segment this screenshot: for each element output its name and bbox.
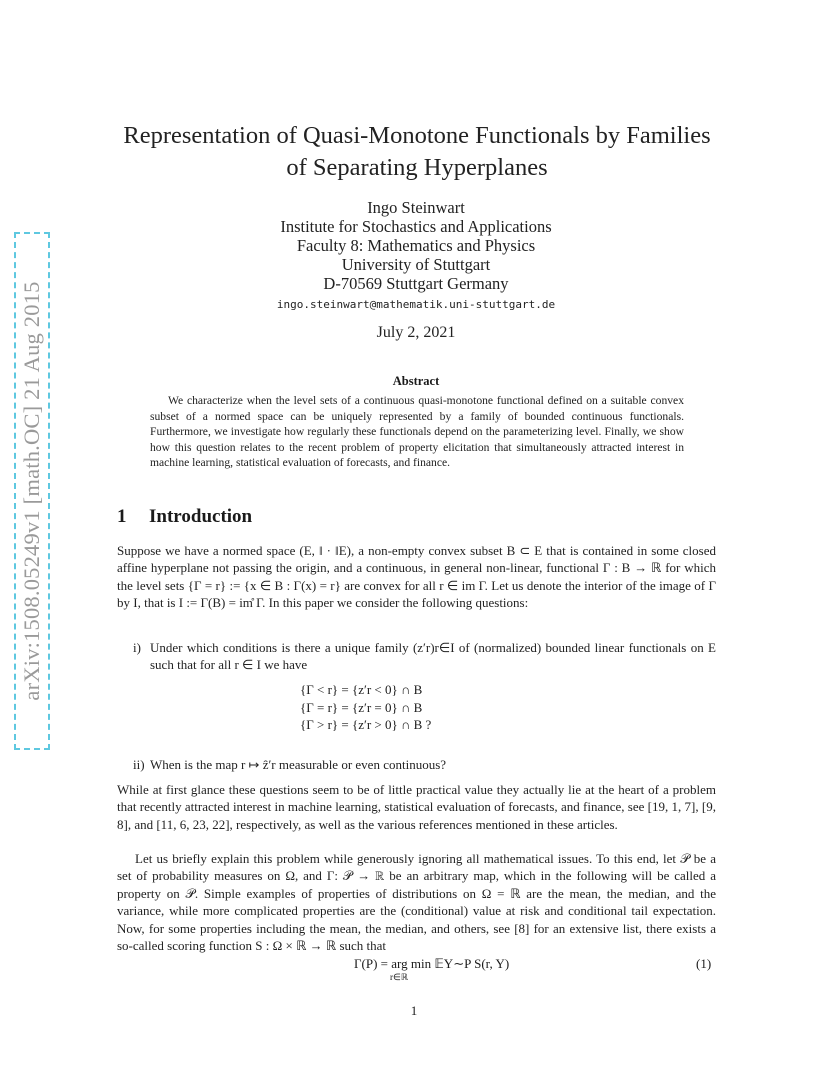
equation-group <box>300 681 540 734</box>
arxiv-sidebar-stamp <box>14 232 50 750</box>
author-name: Ingo Steinwart <box>367 198 465 217</box>
abstract-text: We characterize when the level sets of a continuous quasi-monotone functional defined on a suitable convex subset of a normed space can be uniquely represented by a family of bounded continuous functionals. Furthermore, we investigate how regularly these functionals depend on the parameterizing level. Finally, we show how this question relates to the recent problem of property elicitation that simultaneously attracted interest in machine learning, statistical evaluation of forecasts, and finance. <box>150 394 684 470</box>
item-label: i) <box>133 640 141 655</box>
section-number: 1 <box>117 506 127 527</box>
author-institute: Institute for Stochastics and Applications <box>280 217 552 236</box>
abstract-heading: Abstract <box>392 374 440 388</box>
author-block <box>200 198 632 317</box>
author-email: ingo.steinwart@mathematik.uni-stuttgart.de <box>276 298 556 311</box>
equation-main: Γ(P) = arg min 𝔼Y∼P S(r, Y) <box>354 956 510 971</box>
intro-paragraph-3: Let us briefly explain this problem while generously ignoring all mathematical issues. To this end, let 𝒫 be a set of probability measures on Ω, and Γ: 𝒫 → ℝ be an arbitrary map, which in the following will be called a property on 𝒫. Simple examples of properties of distributions on Ω = ℝ are the mean, the median, and the variance, while more complicated properties are the (conditional) value at risk and conditional tail expectation. Now, for some properties including the mean, the median, and others, see [8] for an extensive list, there exists a so-called scoring function S : Ω × ℝ → ℝ such that <box>117 851 716 954</box>
section-heading <box>117 506 252 528</box>
equation-number: (1) <box>696 956 712 971</box>
author-address: D-70569 Stuttgart Germany <box>323 274 509 293</box>
paper-date: July 2, 2021 <box>376 324 456 341</box>
question-item-2 <box>133 756 716 773</box>
page-number: 1 <box>410 1003 418 1018</box>
arxiv-identifier: arXiv:1508.05249v1 [math.OC] 21 Aug 2015 <box>19 281 44 701</box>
intro-paragraph-2: While at first glance these questions seem to be of little practical value they actually lie at the heart of a problem that recently attracted interest in machine learning, statistical evaluation of forecasts, and finance, see [19, 1, 7], [9, 8], and [11, 6, 23, 22], respectively, as well as the various references mentioned in these articles. <box>117 782 716 832</box>
item-label: ii) <box>133 757 145 772</box>
equation-line: {Γ > r} = {z′r > 0} ∩ B ? <box>300 717 432 733</box>
author-university: University of Stuttgart <box>341 255 491 274</box>
equation-line: {Γ < r} = {z′r < 0} ∩ B <box>300 682 423 697</box>
paper-title: Representation of Quasi-Monotone Functionals by Families of Separating Hyperplanes <box>123 122 711 181</box>
question-item-1 <box>133 639 716 674</box>
author-faculty: Faculty 8: Mathematics and Physics <box>296 236 536 255</box>
item-text: When is the map r ↦ ẑ′r measurable or even continuous? <box>150 757 447 772</box>
section-title: Introduction <box>149 506 253 527</box>
item-text: Under which conditions is there a unique family (z′r)r∈I of (normalized) bounded linear functionals on E such that for all r ∈ I we have <box>150 640 716 673</box>
equation-subscript: r∈ℝ <box>390 972 408 982</box>
display-equation <box>354 956 510 982</box>
equation-line: {Γ = r} = {z′r = 0} ∩ B <box>300 699 423 715</box>
intro-paragraph-1: Suppose we have a normed space (E, ‖ · ‖E), a non-empty convex subset B ⊂ E that is contained in some closed affine hyperplane not passing the origin, and a continuous, in general non-linear, functional Γ : B → ℝ for which the level sets {Γ = r} := {x ∈ B : Γ(x) = r} are convex for all r ∈ im Γ. Let us denote the interior of the image of Γ by I, that is I := Γ(B) = im̊ Γ. In this paper we consider the following questions: <box>117 543 716 611</box>
